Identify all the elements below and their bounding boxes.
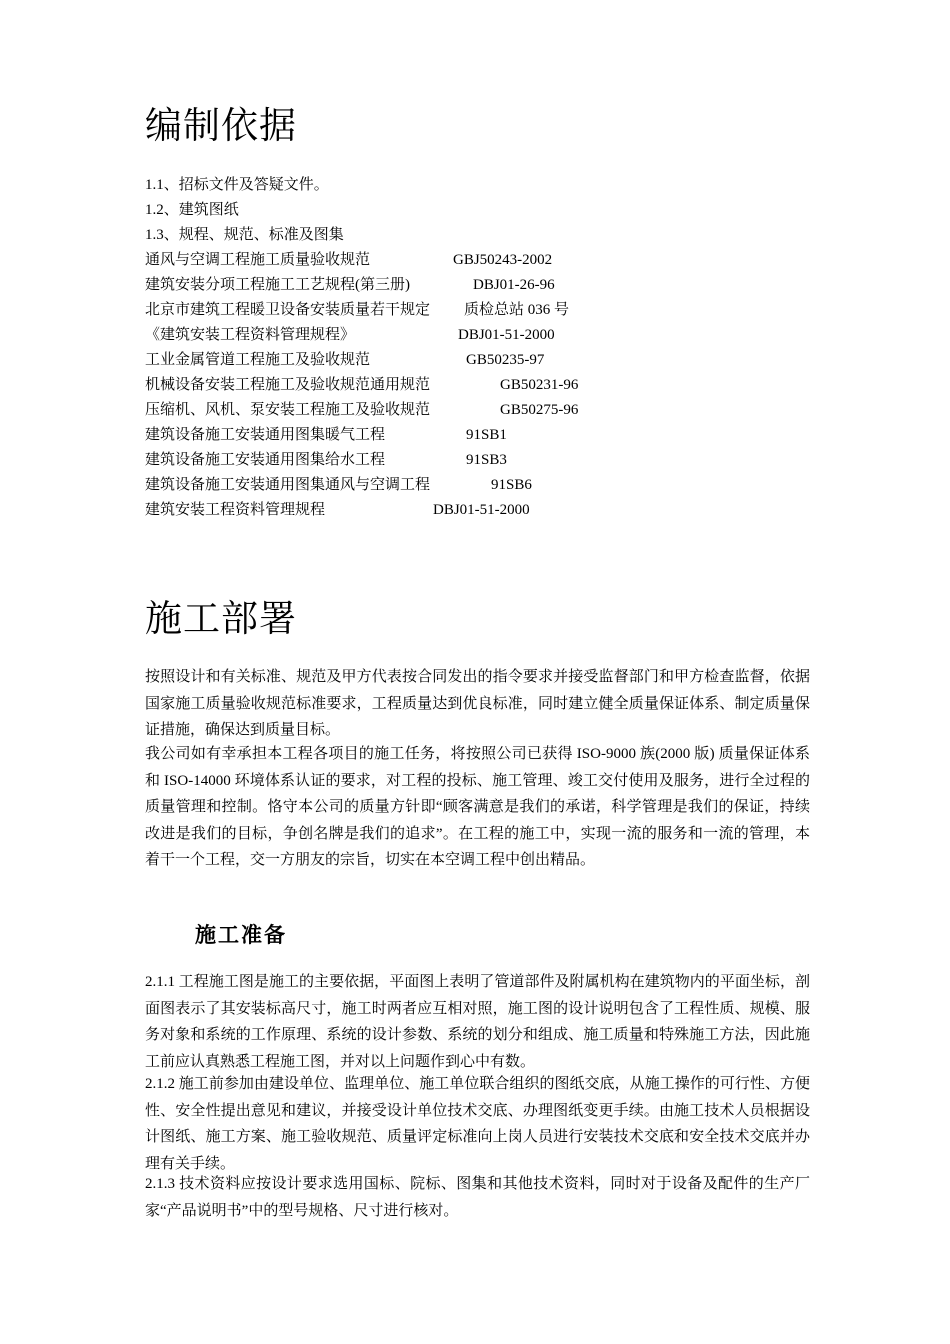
deploy-paragraph: 按照设计和有关标准、规范及甲方代表按合同发出的指令要求并接受监督部门和甲方检查监督，依据国家施工质量验收规范标准要求，工程质量达到优良标准，同时建立健全质量保证体系、制定质量保证措施，确保达到质量目标。 bbox=[145, 669, 810, 738]
standard-code: GB50231-96 bbox=[500, 377, 579, 393]
deploy-paragraph: 我公司如有幸承担本工程各项目的施工任务，将按照公司已获得 ISO-9000 族(2000 版) 质量保证体系和 ISO-14000 环境体系认证的要求，对工程的投标、施工管理、竣工交付使用及服务，进行全过程的质量管理和控制。恪守本公司的质量方针即“顾客满意是我们的承诺，科学管理是我们的保证，持续改进是我们的目标，争创名牌是我们的追求”。在工程的施工中，实现一流的服务和一流的管理，本着干一个工程，交一方朋友的宗旨，切实在本空调工程中创出精品。 bbox=[145, 746, 810, 868]
standard-code: 91SB6 bbox=[491, 477, 532, 493]
list-item bbox=[145, 223, 578, 248]
section-title-deploy: 施工部署 bbox=[145, 597, 297, 640]
list-item bbox=[145, 198, 578, 223]
list-item bbox=[145, 173, 578, 198]
standard-code: GB50275-96 bbox=[500, 402, 579, 418]
item-name: 1.2、建筑图纸 bbox=[145, 202, 239, 218]
standard-code: 质检总站 036 号 bbox=[464, 302, 570, 318]
list-item bbox=[145, 398, 578, 423]
list-item bbox=[145, 323, 578, 348]
standard-name: 《建筑安装工程资料管理规程》 bbox=[145, 327, 356, 343]
list-item bbox=[145, 348, 578, 373]
standard-name: 通风与空调工程施工质量验收规范 bbox=[145, 252, 371, 268]
list-item bbox=[145, 373, 578, 398]
basis-list bbox=[145, 173, 578, 523]
item-name: 1.3、规程、规范、标准及图集 bbox=[145, 227, 344, 243]
item-name: 1.1、招标文件及答疑文件。 bbox=[145, 177, 329, 193]
standard-name: 建筑设备施工安装通用图集通风与空调工程 bbox=[145, 477, 431, 493]
standard-code: 91SB3 bbox=[466, 452, 507, 468]
list-item bbox=[145, 498, 578, 523]
standard-name: 北京市建筑工程暖卫设备安装质量若干规定 bbox=[145, 302, 431, 318]
list-item bbox=[145, 298, 578, 323]
standard-name: 建筑安装工程资料管理规程 bbox=[145, 502, 326, 518]
standard-name: 工业金属管道工程施工及验收规范 bbox=[145, 352, 371, 368]
standard-code: DBJ01-26-96 bbox=[473, 277, 555, 293]
standard-name: 建筑设备施工安装通用图集给水工程 bbox=[145, 452, 386, 468]
list-item bbox=[145, 248, 578, 273]
list-item bbox=[145, 473, 578, 498]
section-title-basis: 编制依据 bbox=[145, 104, 297, 147]
standard-code: GB50235-97 bbox=[466, 352, 545, 368]
standard-name: 压缩机、风机、泵安装工程施工及验收规范 bbox=[145, 402, 431, 418]
list-item bbox=[145, 423, 578, 448]
standard-name: 机械设备安装工程施工及验收规范通用规范 bbox=[145, 377, 431, 393]
prep-paragraph: 2.1.2 施工前参加由建设单位、监理单位、施工单位联合组织的图纸交底，从施工操作的可行性、方便性、安全性提出意见和建议，并接受设计单位技术交底、办理图纸变更手续。由施工技术人员根据设计图纸、施工方案、施工验收规范、质量评定标准向上岗人员进行安装技术交底和安全技术交底并办理有关手续。 bbox=[145, 1076, 810, 1172]
standard-code: GBJ50243-2002 bbox=[453, 252, 553, 268]
standard-code: DBJ01-51-2000 bbox=[458, 327, 555, 343]
prep-paragraph: 2.1.3 技术资料应按设计要求选用国标、院标、图集和其他技术资料，同时对于设备及配件的生产厂家“产品说明书”中的型号规格、尺寸进行核对。 bbox=[145, 1176, 810, 1219]
list-item bbox=[145, 448, 578, 473]
standard-name: 建筑安装分项工程施工工艺规程(第三册) bbox=[145, 277, 410, 293]
standard-name: 建筑设备施工安装通用图集暖气工程 bbox=[145, 427, 386, 443]
standard-code: DBJ01-51-2000 bbox=[433, 502, 530, 518]
list-item bbox=[145, 273, 578, 298]
standard-code: 91SB1 bbox=[466, 427, 507, 443]
subsection-title-prep: 施工准备 bbox=[195, 923, 287, 947]
prep-paragraph: 2.1.1 工程施工图是施工的主要依据，平面图上表明了管道部件及附属机构在建筑物内的平面坐标，剖面图表示了其安装标高尺寸，施工时两者应互相对照，施工图的设计说明包含了工程性质、规模、服务对象和系统的工作原理、系统的设计参数、系统的划分和组成、施工质量和特殊施工方法，因此施工前应认真熟悉工程施工图，并对以上问题作到心中有数。 bbox=[145, 974, 810, 1070]
